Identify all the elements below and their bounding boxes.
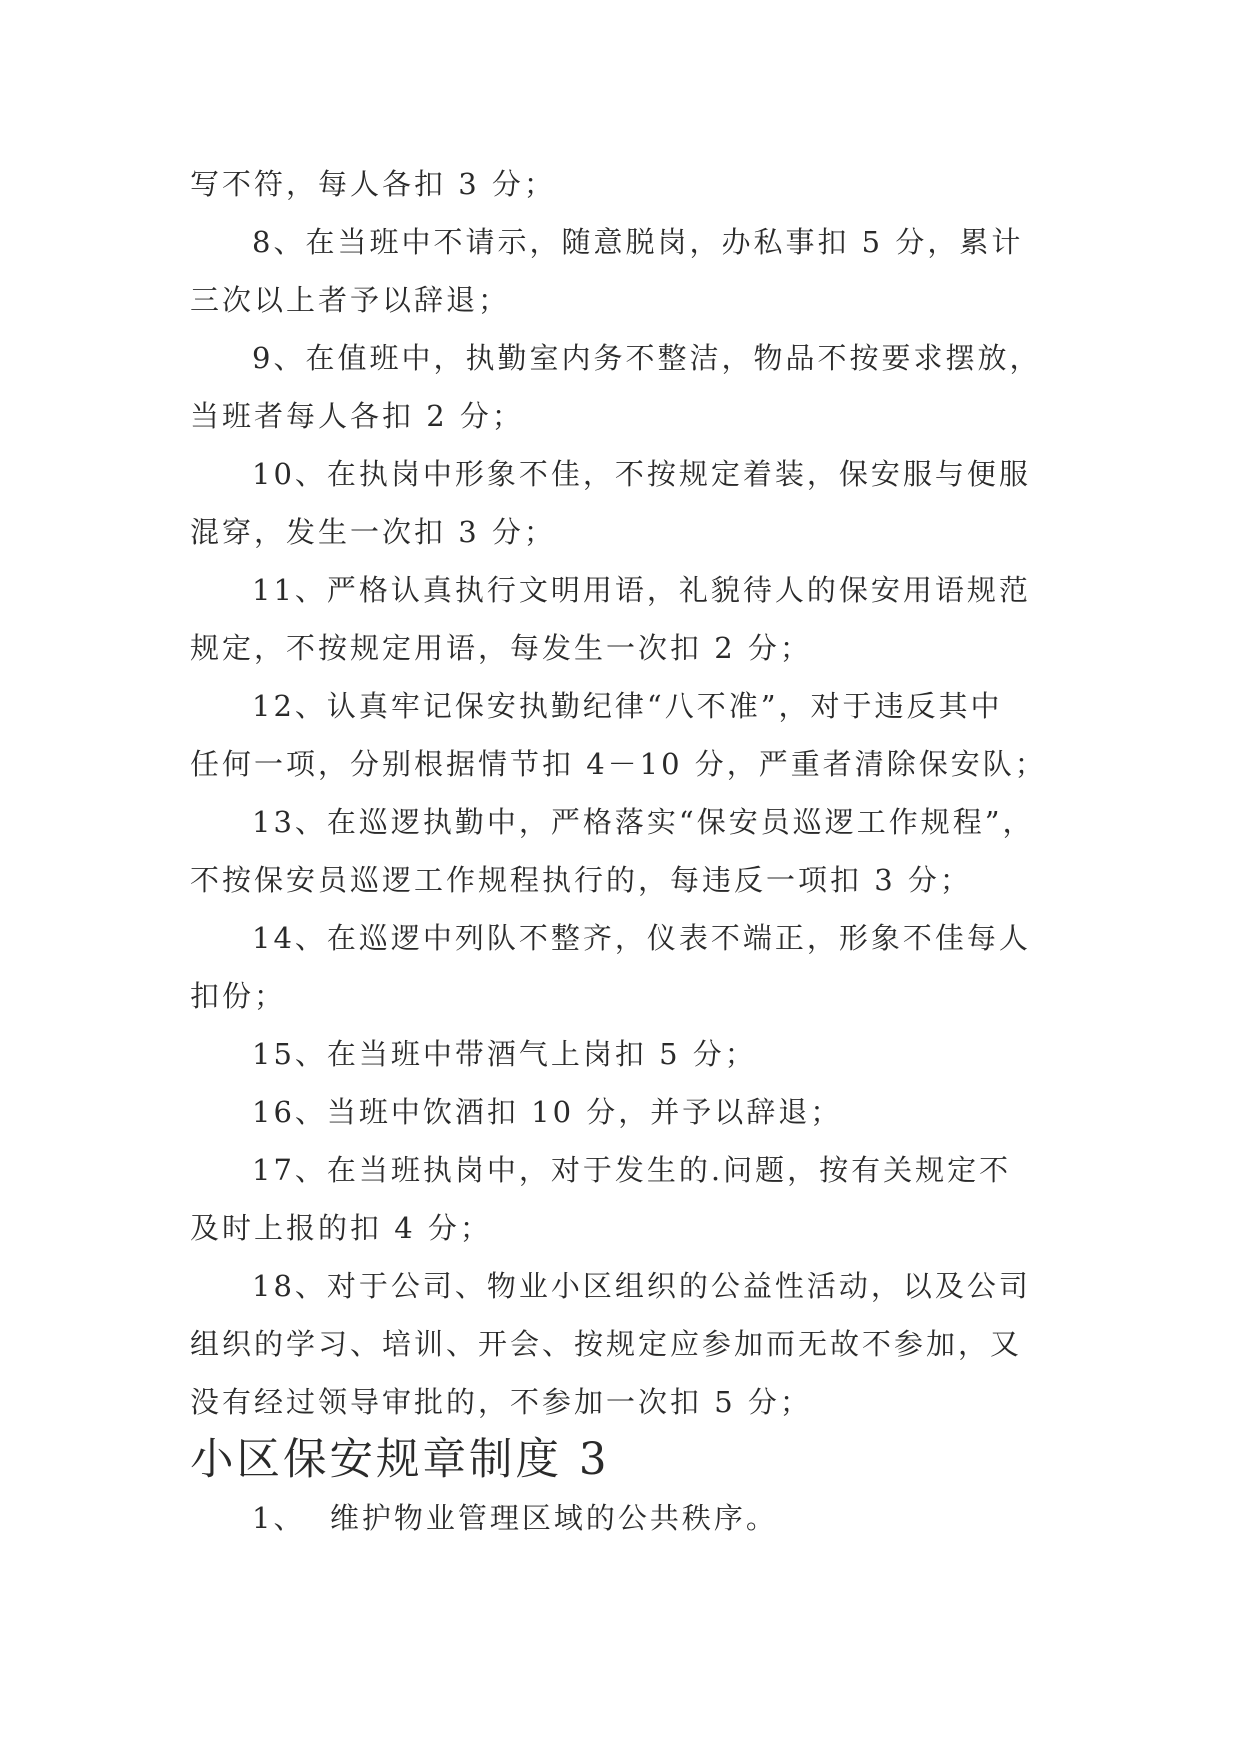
text-line: 规定，不按规定用语，每发生一次扣 2 分； [190, 631, 812, 665]
text-line: 18、对于公司、物业小区组织的公益性活动，以及公司 [252, 1269, 1031, 1303]
rule-item-18 [190, 1257, 1062, 1431]
text-line: 12、认真牢记保安执勤纪律“八不准”，对于违反其中 [252, 689, 1003, 723]
text-line: 三次以上者予以辞退； [190, 283, 511, 317]
text-line: 9、在值班中，执勤室内务不整洁，物品不按要求摆放， [252, 341, 1042, 375]
text-line: 不按保安员巡逻工作规程执行的，每违反一项扣 3 分； [190, 863, 972, 897]
paragraph-7-continuation [190, 155, 1062, 213]
section-heading [190, 1431, 1062, 1489]
text-line: 任何一项，分别根据情节扣 4－10 分，严重者清除保安队； [190, 747, 1047, 781]
text-line: 1、 维护物业管理区域的公共秩序。 [252, 1501, 778, 1535]
rule-item-13 [190, 793, 1062, 909]
rule-item-12 [190, 677, 1062, 793]
rule-item-17 [190, 1141, 1062, 1257]
rule-item-15 [190, 1025, 1062, 1083]
text-line: 扣份； [190, 979, 287, 1013]
text-line: 没有经过领导审批的，不参加一次扣 5 分； [190, 1385, 812, 1419]
rule-item-10 [190, 445, 1062, 561]
text-line: 17、在当班执岗中，对于发生的.问题，按有关规定不 [252, 1153, 1012, 1187]
text-line: 当班者每人各扣 2 分； [190, 399, 524, 433]
text-line: 13、在巡逻执勤中，严格落实“保安员巡逻工作规程”， [252, 805, 1035, 839]
text-line: 14、在巡逻中列队不整齐，仪表不端正，形象不佳每人 [252, 921, 1031, 955]
text-line: 16、当班中饮酒扣 10 分，并予以辞退； [252, 1095, 843, 1129]
rule-item-8 [190, 213, 1062, 329]
rule-item-11 [190, 561, 1062, 677]
section-item-1 [190, 1489, 1062, 1547]
rule-item-16 [190, 1083, 1062, 1141]
text-line: 混穿，发生一次扣 3 分； [190, 515, 556, 549]
text-line: 10、在执岗中形象不佳，不按规定着装，保安服与便服 [252, 457, 1031, 491]
section-heading-text: 小区保安规章制度 3 [190, 1435, 610, 1485]
text-line: 及时上报的扣 4 分； [190, 1211, 492, 1245]
text-line: 8、在当班中不请示，随意脱岗，办私事扣 5 分，累计 [252, 225, 1024, 259]
rule-item-14 [190, 909, 1062, 1025]
rule-item-9 [190, 329, 1062, 445]
text-line: 组织的学习、培训、开会、按规定应参加而无故不参加，又 [190, 1327, 1023, 1361]
text-line: 15、在当班中带酒气上岗扣 5 分； [252, 1037, 757, 1071]
document-body [190, 155, 1062, 1547]
text-line: 11、严格认真执行文明用语，礼貌待人的保安用语规范 [252, 573, 1031, 607]
text-line: 写不符，每人各扣 3 分； [190, 167, 556, 201]
